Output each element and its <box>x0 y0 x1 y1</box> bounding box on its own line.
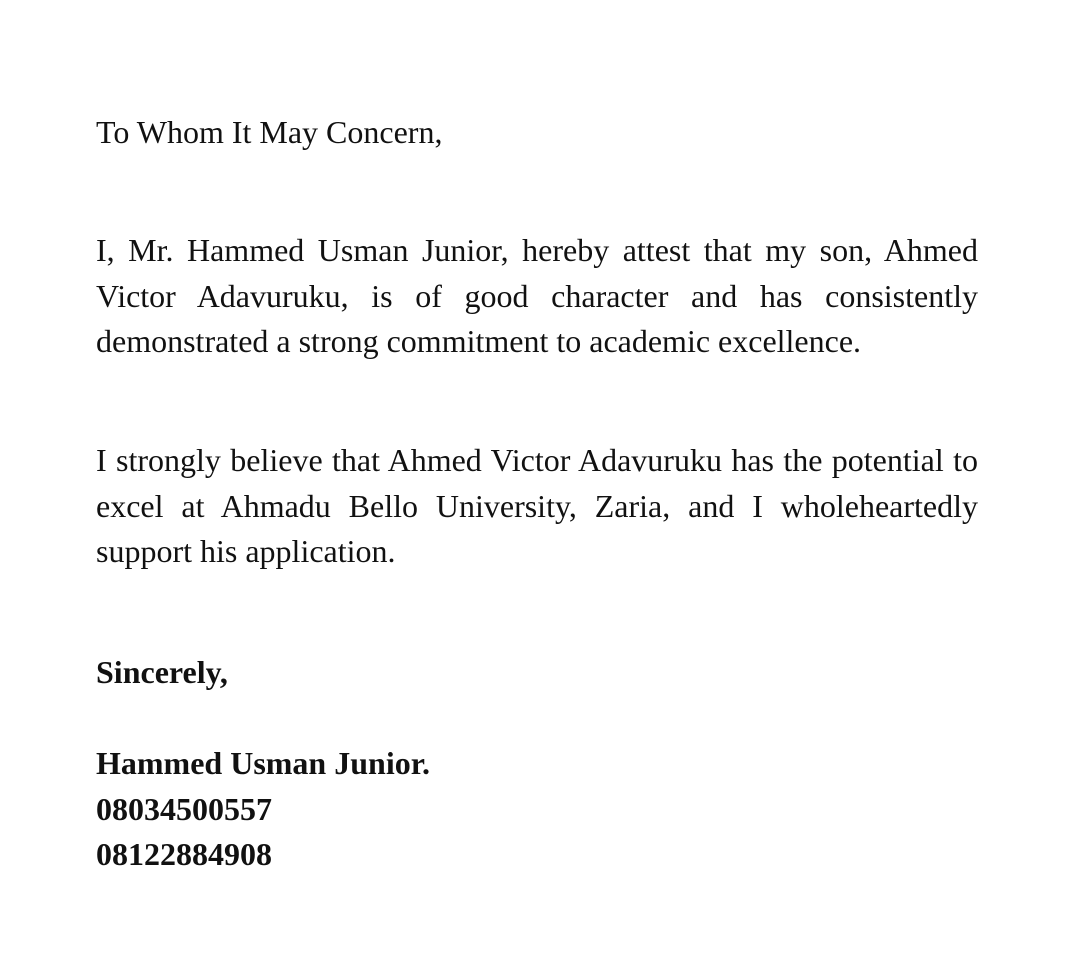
closing: Sincerely, <box>96 654 228 690</box>
signature-block <box>96 741 430 878</box>
salutation: To Whom It May Concern, <box>96 114 443 150</box>
body-paragraph-1: I, Mr. Hammed Usman Junior, hereby attest that my son, Ahmed Victor Adavuruku, is of good character and has consistently demonstrated a strong commitment to academic excellence. <box>96 232 978 359</box>
phone-number-2: 08122884908 <box>96 836 272 872</box>
signer-name: Hammed Usman Junior. <box>96 745 430 781</box>
body-paragraph-2: I strongly believe that Ahmed Victor Adavuruku has the potential to excel at Ahmadu Bello University, Zaria, and I wholeheartedly support his application. <box>96 442 978 569</box>
phone-number-1: 08034500557 <box>96 790 272 827</box>
